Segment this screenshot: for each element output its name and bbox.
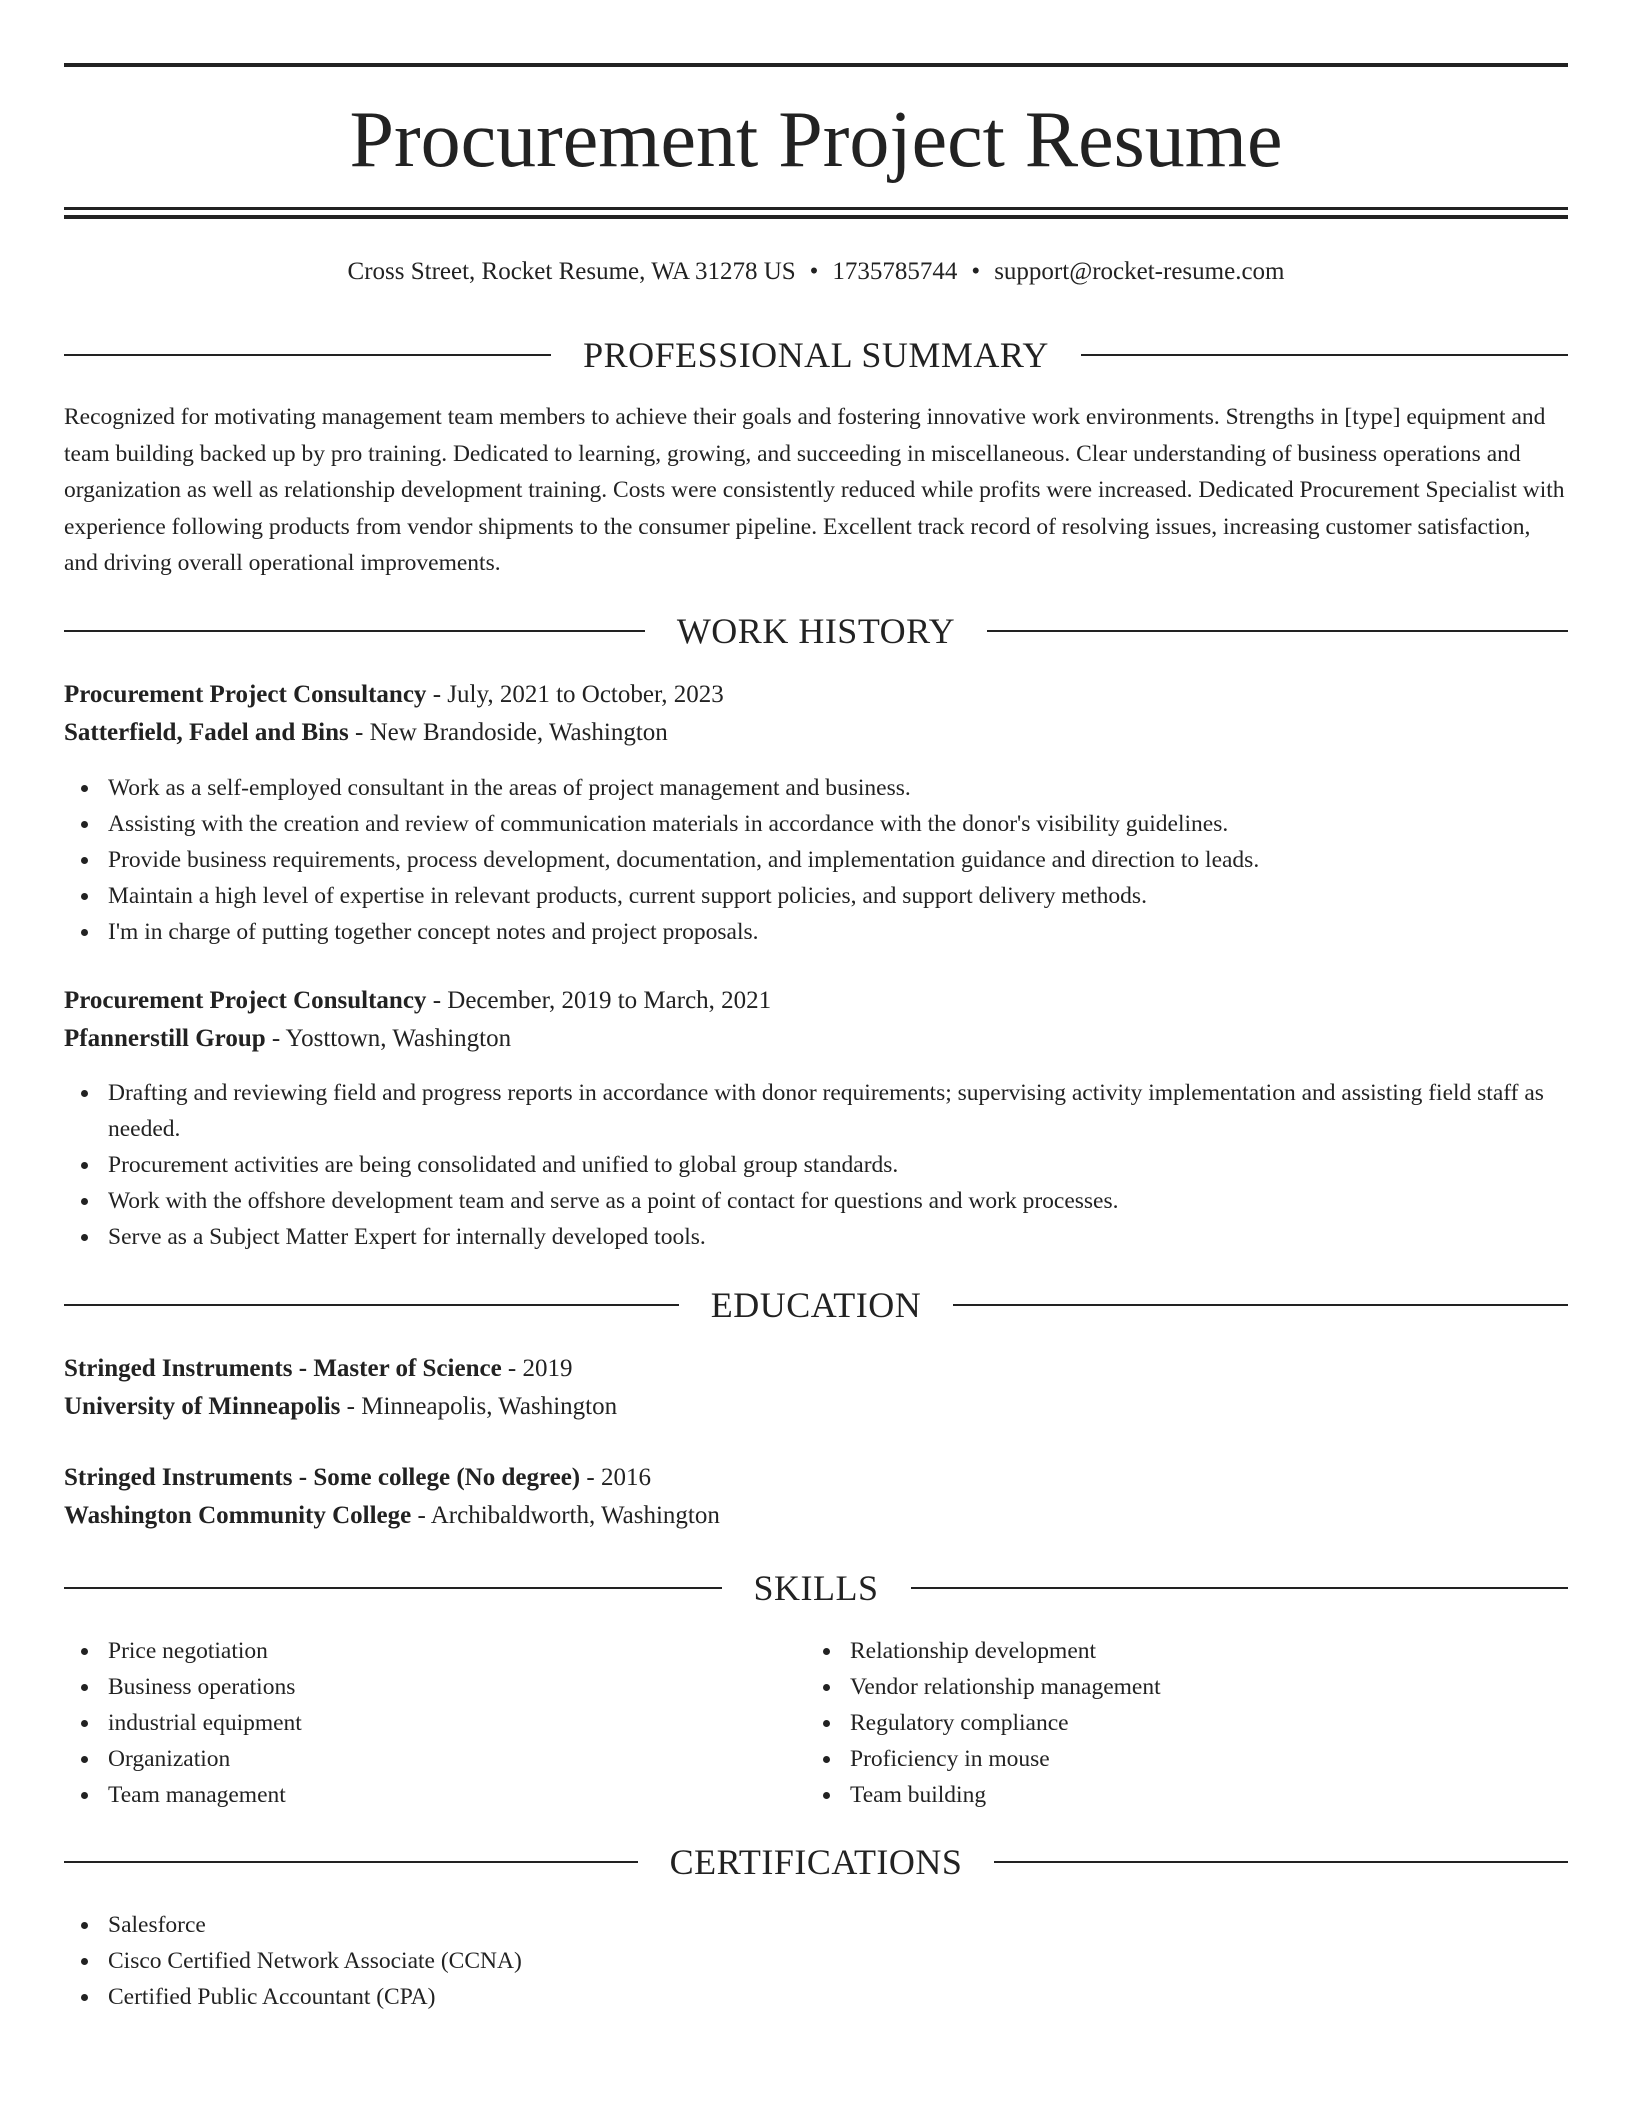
- job-company-line: Satterfield, Fadel and Bins - New Brandoside, Washington: [64, 719, 668, 746]
- heading-rule: [64, 630, 645, 632]
- list-item: Certified Public Accountant (CPA): [64, 1979, 1568, 2015]
- job-location: New Brandoside, Washington: [369, 719, 668, 746]
- education-degree: Stringed Instruments - Master of Science: [64, 1355, 502, 1382]
- job-bullets: [64, 1075, 1568, 1255]
- job-company: Satterfield, Fadel and Bins: [64, 719, 349, 746]
- section-title: CERTIFICATIONS: [669, 1842, 963, 1882]
- heading-rule: [64, 1861, 638, 1863]
- section-title: EDUCATION: [710, 1285, 922, 1325]
- education-school-line: Washington Community College - Archibaldworth, Washington: [64, 1502, 720, 1529]
- title-rule-lower: [64, 215, 1568, 219]
- education-location: Archibaldworth, Washington: [430, 1502, 720, 1529]
- section-title: SKILLS: [753, 1568, 879, 1608]
- list-item: Cisco Certified Network Associate (CCNA): [64, 1943, 1568, 1979]
- list-item: I'm in charge of putting together concept notes and project proposals.: [64, 914, 1568, 950]
- section-heading-summary: [64, 333, 1568, 377]
- education-school-line: University of Minneapolis - Minneapolis, Washington: [64, 1393, 618, 1420]
- list-item: Team management: [64, 1777, 764, 1813]
- section-heading-skills: [64, 1566, 1568, 1610]
- job-title: Procurement Project Consultancy: [64, 987, 427, 1014]
- education-year: 2019: [522, 1355, 573, 1382]
- education-school: Washington Community College: [64, 1502, 412, 1529]
- education-location: Minneapolis, Washington: [361, 1393, 618, 1420]
- heading-rule: [911, 1587, 1569, 1589]
- list-item: Procurement activities are being consolidated and unified to global group standards.: [64, 1147, 1568, 1183]
- list-item: Business operations: [64, 1669, 764, 1705]
- job-bullets: [64, 770, 1568, 950]
- job-location: Yosttown, Washington: [285, 1025, 512, 1052]
- job-company: Pfannerstill Group: [64, 1025, 266, 1052]
- job-title-line: Procurement Project Consultancy - July, 2021 to October, 2023: [64, 681, 724, 708]
- heading-rule: [953, 1304, 1568, 1306]
- list-item: Assisting with the creation and review of communication materials in accordance with the donor's visibility guidelines.: [64, 806, 1568, 842]
- contact-separator: •: [971, 258, 981, 285]
- section-title: WORK HISTORY: [676, 611, 956, 651]
- list-item: Work as a self-employed consultant in the areas of project management and business.: [64, 770, 1568, 806]
- section-title: PROFESSIONAL SUMMARY: [583, 335, 1049, 375]
- section-heading-education: [64, 1283, 1568, 1327]
- job-title: Procurement Project Consultancy: [64, 681, 427, 708]
- list-item: Work with the offshore development team and serve as a point of contact for questions and work processes.: [64, 1183, 1568, 1219]
- skills-list-right: [806, 1633, 1506, 1813]
- list-item: Price negotiation: [64, 1633, 764, 1669]
- job-dates: July, 2021 to October, 2023: [447, 681, 724, 708]
- section-heading-certifications: [64, 1840, 1568, 1884]
- top-rule: [64, 63, 1568, 67]
- heading-rule: [994, 1861, 1568, 1863]
- education-year: 2016: [600, 1464, 651, 1491]
- contact-address: Cross Street, Rocket Resume, WA 31278 US: [347, 258, 796, 285]
- education-degree: Stringed Instruments - Some college (No degree): [64, 1464, 581, 1491]
- list-item: Serve as a Subject Matter Expert for internally developed tools.: [64, 1219, 1568, 1255]
- list-item: Salesforce: [64, 1907, 1568, 1943]
- summary-text: Recognized for motivating management team members to achieve their goals and fostering innovative work environments. Strengths in [type] equipment and team building backed up by pro training. Dedicated to learning, growing, and succeeding in miscellaneous. Clear understanding of business operations and organization as well as relationship development training. Costs were consistently reduced while profits were increased. Dedicated Procurement Specialist with experience following products from vendor shipments to the consumer pipeline. Excellent track record of resolving issues, increasing customer satisfaction, and driving overall operational improvements.: [64, 404, 1565, 576]
- education-degree-line: Stringed Instruments - Some college (No degree) - 2016: [64, 1464, 651, 1491]
- heading-rule: [64, 1304, 679, 1306]
- list-item: Relationship development: [806, 1633, 1506, 1669]
- title-rule-upper: [64, 207, 1568, 210]
- education-degree-line: Stringed Instruments - Master of Science - 2019: [64, 1355, 573, 1382]
- skills-list-left: [64, 1633, 764, 1813]
- job-title-line: Procurement Project Consultancy - December, 2019 to March, 2021: [64, 987, 772, 1014]
- list-item: industrial equipment: [64, 1705, 764, 1741]
- contact-separator: •: [809, 258, 819, 285]
- list-item: Maintain a high level of expertise in relevant products, current support policies, and support delivery methods.: [64, 878, 1568, 914]
- contact-email: support@rocket-resume.com: [994, 258, 1285, 285]
- heading-rule: [987, 630, 1568, 632]
- job-dates: December, 2019 to March, 2021: [447, 987, 772, 1014]
- list-item: Vendor relationship management: [806, 1669, 1506, 1705]
- contact-line: [64, 255, 1568, 289]
- list-item: Team building: [806, 1777, 1506, 1813]
- section-heading-work-history: [64, 609, 1568, 653]
- heading-rule: [64, 1587, 722, 1589]
- list-item: Drafting and reviewing field and progress reports in accordance with donor requirements; supervising activity implementation and assisting field staff as needed.: [64, 1075, 1568, 1147]
- list-item: Provide business requirements, process development, documentation, and implementation guidance and direction to leads.: [64, 842, 1568, 878]
- heading-rule: [64, 354, 551, 356]
- heading-rule: [1081, 354, 1568, 356]
- certifications-list: [64, 1907, 1568, 2015]
- education-school: University of Minneapolis: [64, 1393, 341, 1420]
- list-item: Organization: [64, 1741, 764, 1777]
- job-company-line: Pfannerstill Group - Yosttown, Washington: [64, 1025, 512, 1052]
- list-item: Proficiency in mouse: [806, 1741, 1506, 1777]
- contact-phone: 1735785744: [832, 258, 958, 285]
- list-item: Regulatory compliance: [806, 1705, 1506, 1741]
- page-title: Procurement Project Resume: [349, 96, 1283, 184]
